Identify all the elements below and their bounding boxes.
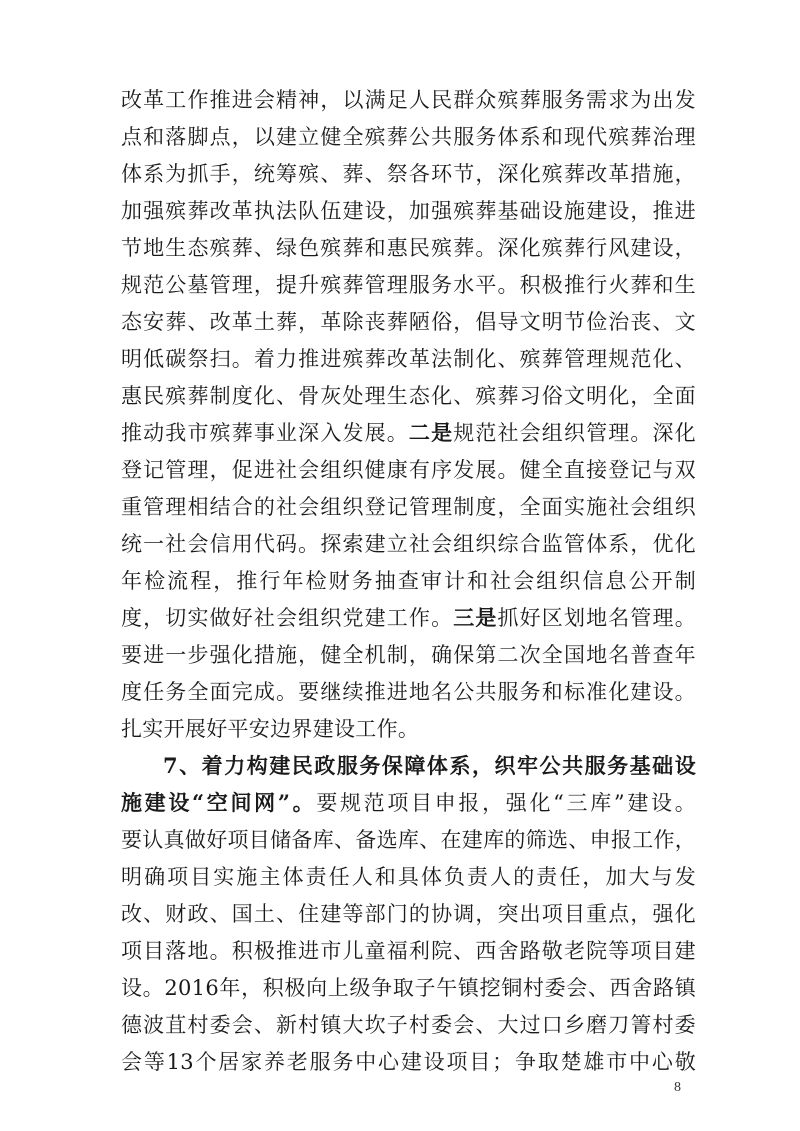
- bold-lead: 三是: [453, 605, 498, 630]
- bold-heading: 7、着力构建民政服务保障体系，织牢公共服务基础设: [163, 753, 696, 778]
- section-heading-line-2: 施建设“空间网”。要规范项目申报，强化“三库”建设。: [121, 790, 697, 815]
- text-line-8: 明低碳祭扫。着力推进殡葬改革法制化、殡葬管理规范化、: [121, 347, 696, 371]
- text-line-23: 改、财政、国土、住建等部门的协调，突出项目重点，强化: [121, 902, 696, 926]
- text-line-10: 推动我市殡葬事业深入发展。二是规范社会组织管理。深化: [121, 420, 696, 445]
- text-line-21: 要认真做好项目储备库、备选库、在建库的筛选、申报工作，: [121, 828, 697, 852]
- text-line-26: 德波苴村委会、新村镇大坎子村委会、大过口乡磨刀箐村委: [121, 1013, 696, 1037]
- text-line-11: 登记管理，促进社会组织健康有序发展。健全直接登记与双: [121, 458, 696, 482]
- text-line-9: 惠民殡葬制度化、骨灰处理生态化、殡葬习俗文明化，全面: [121, 384, 696, 408]
- text-line-3: 体系为抓手，统筹殡、葬、祭各环节，深化殡葬改革措施，: [121, 162, 696, 186]
- text-line-5: 节地生态殡葬、绿色殡葬和惠民殡葬。深化殡葬行风建设，: [121, 236, 696, 260]
- text-line-13: 统一社会信用代码。探索建立社会组织综合监管体系，优化: [121, 532, 696, 556]
- text-line-4: 加强殡葬改革执法队伍建设，加强殡葬基础设施建设，推进: [121, 199, 696, 223]
- text-line-1: 改革工作推进会精神，以满足人民群众殡葬服务需求为出发: [121, 88, 696, 112]
- bold-heading: 施建设“空间网”。: [121, 790, 317, 815]
- text-line-22: 明确项目实施主体责任人和具体负责人的责任，加大与发: [121, 865, 696, 889]
- bold-lead: 二是: [408, 420, 454, 445]
- text-line-14: 年检流程，推行年检财务抽查审计和社会组织信息公开制: [121, 569, 696, 593]
- text-line-6: 规范公墓管理，提升殡葬管理服务水平。积极推行火葬和生: [121, 273, 696, 297]
- text-line-7: 态安葬、改革土葬，革除丧葬陋俗，倡导文明节俭治丧、文: [121, 310, 696, 334]
- text-line-2: 点和落脚点，以建立健全殡葬公共服务体系和现代殡葬治理: [121, 125, 696, 149]
- text-line-15: 度，切实做好社会组织党建工作。三是抓好区划地名管理。: [121, 605, 696, 630]
- text-line-12: 重管理相结合的社会组织登记管理制度，全面实施社会组织: [121, 495, 696, 519]
- text-line-24: 项目落地。积极推进市儿童福利院、西舍路敬老院等项目建: [121, 939, 696, 963]
- text-line-25: 设。2016年，积极向上级争取子午镇挖铜村委会、西舍路镇: [121, 976, 696, 1000]
- text-line-17: 度任务全面完成。要继续推进地名公共服务和标准化建设。: [121, 680, 696, 704]
- text-line-27: 会等13个居家养老服务中心建设项目；争取楚雄市中心敬: [121, 1050, 696, 1074]
- text-line-16: 要进一步强化措施，健全机制，确保第二次全国地名普查年: [121, 643, 696, 667]
- page-number: 8: [674, 1080, 681, 1095]
- section-heading-line-1: [163, 751, 696, 781]
- text-line-18: 扎实开展好平安边界建设工作。: [121, 717, 420, 741]
